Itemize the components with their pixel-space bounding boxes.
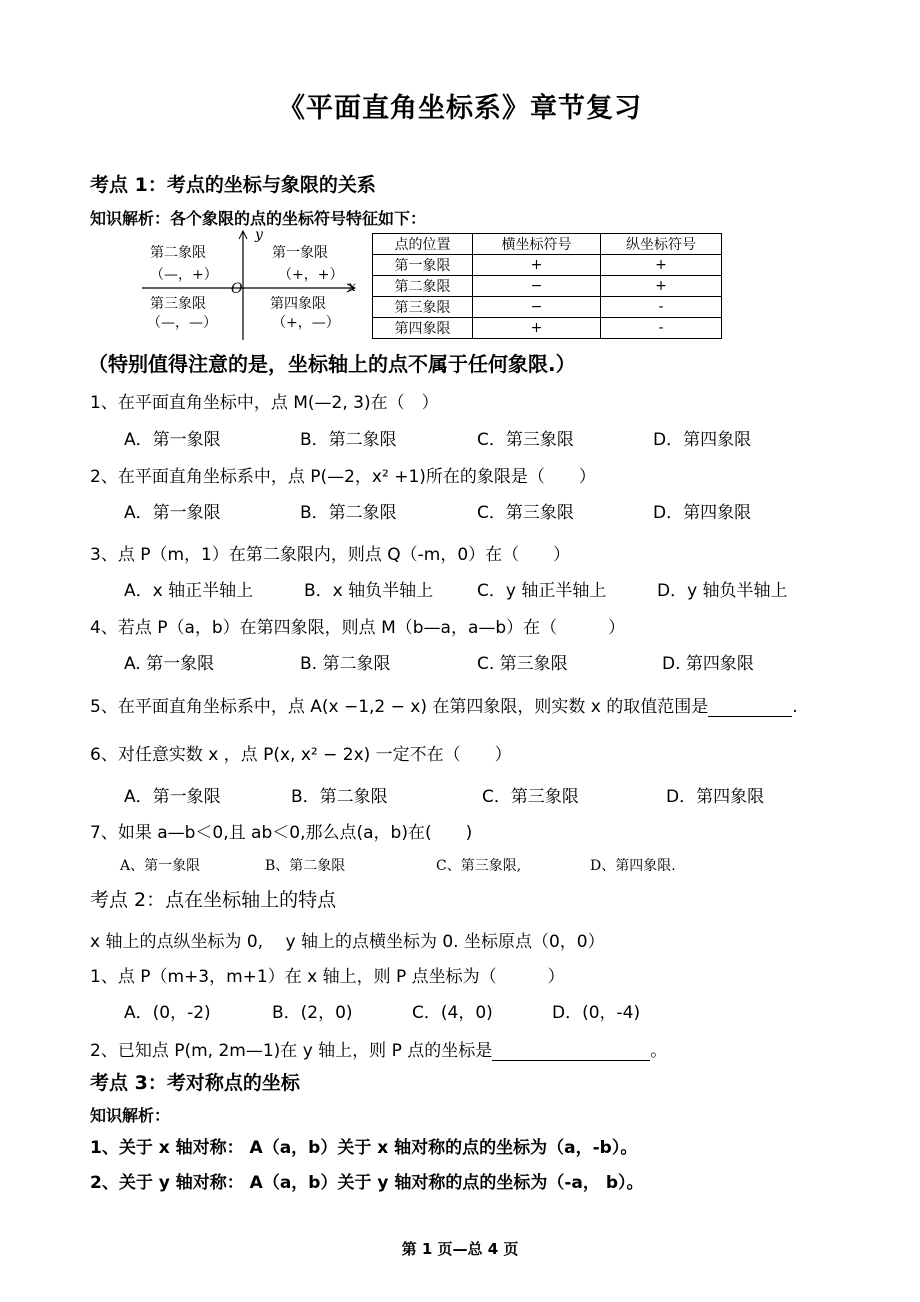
table-cell: - (601, 297, 722, 318)
answer-blank[interactable] (492, 1042, 650, 1061)
question-6-stem: 6、对任意实数 x ，点 P(x, x² − 2x) 一定不在（ ） (90, 745, 512, 765)
q3-sign: （—，—） (147, 315, 217, 331)
q2-sign: （—，+） (150, 267, 218, 283)
q3-name: 第三象限 (150, 296, 206, 312)
section3-analysis: 知识解析： (90, 1106, 171, 1125)
question-6-option-b: B．第二象限 (291, 787, 388, 807)
question-4-option-c: C. 第三象限 (477, 654, 568, 674)
question-3-option-d: D．y 轴负半轴上 (657, 581, 788, 601)
table-cell: 第三象限 (373, 297, 473, 318)
table-cell: − (473, 276, 601, 297)
question-4-option-d: D. 第四象限 (662, 654, 754, 674)
question-4-stem: 4、若点 P（a，b）在第四象限，则点 M（b—a，a—b）在（ ） (90, 618, 626, 638)
question-6-option-c: C．第三象限 (482, 787, 579, 807)
section2-question-2-tail: 。 (650, 1041, 668, 1061)
table-row (373, 276, 722, 297)
question-1-option-b: B．第二象限 (300, 430, 397, 450)
answer-blank[interactable] (708, 698, 792, 717)
table-cell: + (473, 255, 601, 276)
question-3-option-b: B．x 轴负半轴上 (304, 581, 434, 601)
q2-name: 第二象限 (150, 245, 206, 261)
question-2-option-b: B．第二象限 (300, 503, 397, 523)
table-row (373, 318, 722, 339)
table-cell: + (473, 318, 601, 339)
x-axis-label: x (348, 279, 356, 295)
section3-item-1: 1、关于 x 轴对称： A（a，b）关于 x 轴对称的点的坐标为（a，-b）。 (90, 1138, 638, 1158)
table-cell: 第四象限 (373, 318, 473, 339)
table-cell: + (601, 255, 722, 276)
y-axis-label: y (255, 227, 263, 243)
q4-name: 第四象限 (270, 296, 326, 312)
section1-analysis: 知识解析：各个象限的点的坐标符号特征如下： (90, 209, 427, 228)
question-5-stem: 5、在平面直角坐标系中，点 A(x −1,2 − x) 在第四象限，则实数 x 的取值范围是 (90, 697, 709, 717)
question-7-stem: 7、如果 a—b＜0,且 ab＜0,那么点(a，b)在( ) (90, 823, 473, 843)
question-4-option-b: B. 第二象限 (300, 654, 391, 674)
question-2-stem: 2、在平面直角坐标系中，点 P(—2，x² +1)所在的象限是（ ） (90, 467, 596, 487)
section2-question-1-option-a: A．(0，-2) (124, 1003, 211, 1023)
question-1-stem: 1、在平面直角坐标中，点 M(—2, 3)在（ ） (90, 393, 439, 413)
table-cell: - (601, 318, 722, 339)
table-header-row (373, 234, 722, 255)
question-4-option-a: A. 第一象限 (124, 654, 215, 674)
section2-question-2-stem: 2、已知点 P(m, 2m—1)在 y 轴上，则 P 点的坐标是 (90, 1041, 493, 1061)
table-header: 纵坐标符号 (601, 234, 722, 255)
table-cell: 第二象限 (373, 276, 473, 297)
question-7-option-a: A、第一象限 (120, 858, 201, 874)
section2-question-2 (90, 1036, 667, 1061)
section2-question-1-option-b: B．(2，0) (272, 1003, 353, 1023)
section3-heading: 考点 3：考对称点的坐标 (90, 1072, 300, 1094)
question-2-option-a: A．第一象限 (124, 503, 221, 523)
section2-question-1-stem: 1、点 P（m+3，m+1）在 x 轴上，则 P 点坐标为（ ） (90, 967, 565, 987)
section2-fact: x 轴上的点纵坐标为 0, y 轴上的点横坐标为 0. 坐标原点（0，0） (90, 932, 605, 952)
question-7-option-c: C、第三象限, (436, 858, 522, 874)
question-3-option-c: C．y 轴正半轴上 (477, 581, 607, 601)
table-header: 点的位置 (373, 234, 473, 255)
table-cell: 第一象限 (373, 255, 473, 276)
table-header: 横坐标符号 (473, 234, 601, 255)
section3-item-2: 2、关于 y 轴对称： A（a，b）关于 y 轴对称的点的坐标为（-a， b）。 (90, 1173, 644, 1193)
page-footer: 第 1 页—总 4 页 (401, 1240, 519, 1258)
table-row (373, 297, 722, 318)
question-6-option-d: D．第四象限 (666, 787, 765, 807)
q4-sign: （+，—） (272, 315, 340, 331)
question-3-option-a: A．x 轴正半轴上 (124, 581, 254, 601)
page-title: 《平面直角坐标系》章节复习 (278, 93, 642, 124)
q1-name: 第一象限 (272, 245, 328, 261)
quadrant-note: （特别值得注意的是，坐标轴上的点不属于任何象限.） (88, 352, 576, 376)
section1-heading: 考点 1：考点的坐标与象限的关系 (90, 174, 376, 196)
question-2-option-d: D．第四象限 (653, 503, 752, 523)
origin-label: O (231, 281, 243, 297)
question-1-option-d: D．第四象限 (653, 430, 752, 450)
question-1-option-a: A．第一象限 (124, 430, 221, 450)
table-cell: + (601, 276, 722, 297)
question-7-option-b: B、第二象限 (265, 858, 346, 874)
section2-heading: 考点 2：点在坐标轴上的特点 (90, 889, 337, 911)
q1-sign: （+，+） (278, 267, 344, 283)
question-5-tail: . (792, 697, 798, 717)
question-3-stem: 3、点 P（m，1）在第二象限内，则点 Q（-m，0）在（ ） (90, 545, 571, 565)
sign-table (372, 233, 722, 339)
question-7-option-d: D、第四象限. (590, 858, 676, 874)
question-5 (90, 692, 798, 717)
question-6-option-a: A．第一象限 (124, 787, 221, 807)
section2-question-1-option-d: D．(0，-4) (552, 1003, 641, 1023)
table-cell: − (473, 297, 601, 318)
table-row (373, 255, 722, 276)
question-1-option-c: C．第三象限 (477, 430, 574, 450)
question-2-option-c: C．第三象限 (477, 503, 574, 523)
section2-question-1-option-c: C．(4，0) (412, 1003, 493, 1023)
